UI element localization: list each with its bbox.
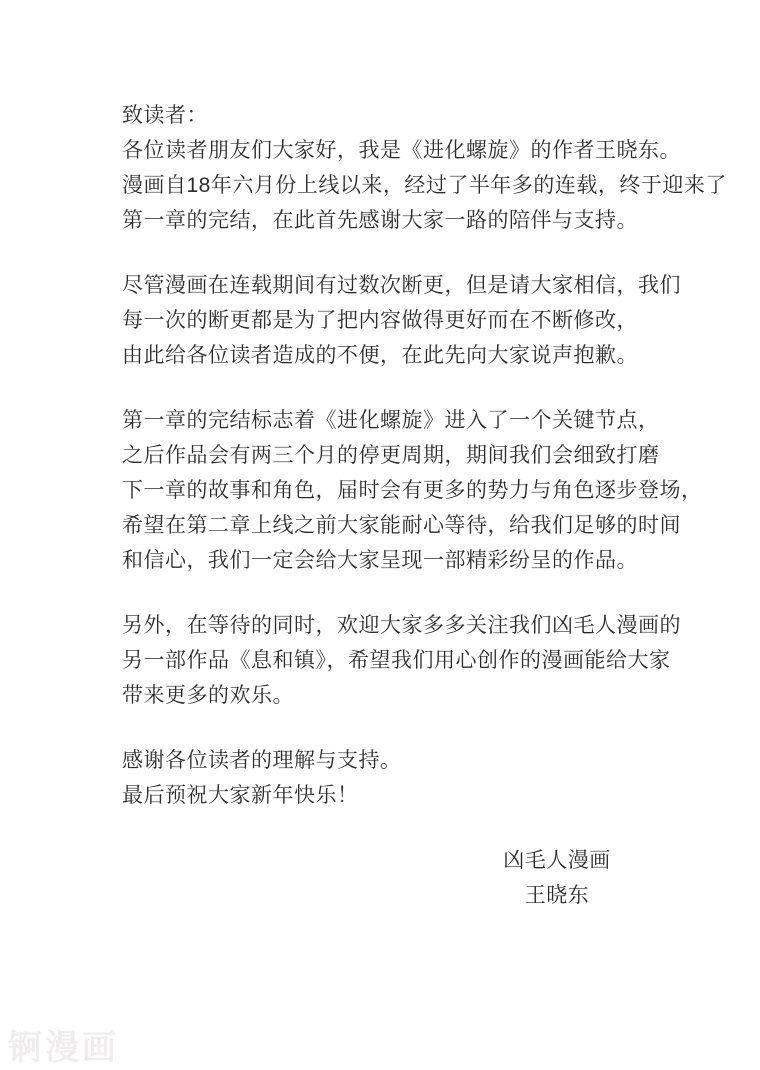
letter-line: 最后预祝大家新年快乐！ <box>122 784 359 807</box>
letter-paragraph-closing <box>122 743 682 813</box>
letter-line: 漫画自18年六月份上线以来，经过了半年多的连载，终于迎来了 <box>122 174 727 197</box>
letter-signature <box>452 843 662 913</box>
letter-paragraph-plans <box>122 403 703 578</box>
reader-letter <box>122 98 727 913</box>
letter-line: 之后作品会有两三个月的停更周期，期间我们会细致打磨 <box>122 444 660 467</box>
letter-line: 和信心，我们一定会给大家呈现一部精彩纷呈的作品。 <box>122 549 638 572</box>
letter-line: 每一次的断更都是为了把内容做得更好而在不断修改， <box>122 309 638 332</box>
letter-line: 感谢各位读者的理解与支持。 <box>122 749 402 772</box>
letter-line: 希望在第二章上线之前大家能耐心等待，给我们足够的时间 <box>122 514 681 537</box>
letter-paragraph-promo <box>122 608 682 713</box>
letter-line: 另一部作品《息和镇》，希望我们用心创作的漫画能给大家 <box>122 649 671 672</box>
letter-line: 下一章的故事和角色，届时会有更多的势力与角色逐步登场， <box>122 479 703 502</box>
letter-line: 尽管漫画在连载期间有过数次断更，但是请大家相信，我们 <box>122 274 681 297</box>
letter-line: 另外，在等待的同时，欢迎大家多多关注我们凶毛人漫画的 <box>122 614 681 637</box>
letter-line: 带来更多的欢乐。 <box>122 684 294 707</box>
letter-paragraph-apology <box>122 268 682 373</box>
site-watermark: 锕漫画 <box>8 1029 119 1067</box>
letter-line: 第一章的完结标志着《进化螺旋》进入了一个关键节点， <box>122 409 660 432</box>
letter-paragraph-intro <box>122 133 727 238</box>
letter-salutation: 致读者： <box>122 104 208 127</box>
signature-author: 王晓东 <box>524 884 590 907</box>
letter-line: 各位读者朋友们大家好，我是《进化螺旋》的作者王晓东。 <box>122 139 681 162</box>
letter-line: 由此给各位读者造成的不便，在此先向大家说声抱歉。 <box>122 344 638 367</box>
signature-studio: 凶毛人漫画 <box>503 849 611 872</box>
letter-line: 第一章的完结，在此首先感谢大家一路的陪伴与支持。 <box>122 209 638 232</box>
